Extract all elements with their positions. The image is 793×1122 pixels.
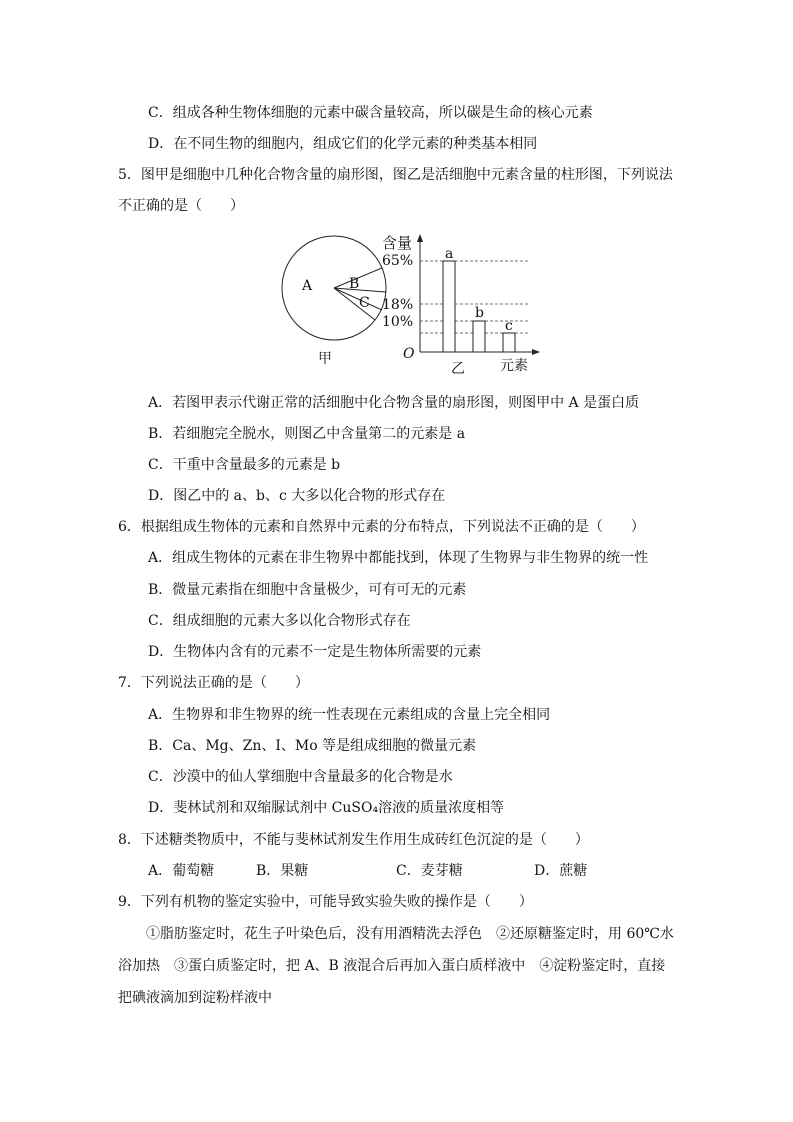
q8-option-d: D．蔗糖 — [534, 863, 588, 879]
q7-stem: 7．下列说法正确的是（ ） — [118, 675, 309, 691]
q9-body-line2: 浴加热 ③蛋白质鉴定时，把 A、B 液混合后再加入蛋白质样液中 ④淀粉鉴定时，直接 — [118, 958, 666, 974]
y-tick-10: 10% — [382, 314, 414, 330]
q6-option-d: D．生物体内含有的元素不一定是生物体所需要的元素 — [148, 644, 482, 660]
x-axis-label: 元素 — [500, 358, 528, 374]
q7-option-b: B．Ca、Mg、Zn、I、Mo 等是组成细胞的微量元素 — [148, 738, 477, 754]
x-axis-arrow — [532, 349, 540, 355]
q8-option-c: C．麦芽糖 — [396, 863, 463, 879]
q6-option-a: A．组成生物体的元素在非生物界中都能找到，体现了生物界与非生物界的统一性 — [148, 550, 649, 566]
q5-stem-line1: 5．图甲是细胞中几种化合物含量的扇形图，图乙是活细胞中元素含量的柱形图，下列说法 — [118, 167, 673, 183]
q5-stem-line2: 不正确的是（ ） — [118, 198, 244, 214]
q8-stem: 8．下述糖类物质中，不能与斐林试剂发生作用生成砖红色沉淀的是（ ） — [118, 832, 589, 848]
y-axis-arrow — [417, 234, 423, 242]
pie-label-c: C — [359, 295, 370, 311]
bar-chart — [382, 234, 540, 376]
y-tick-18: 18% — [382, 297, 414, 313]
q9-body-line3: 把碘液滴加到淀粉样液中 — [118, 990, 272, 1006]
q7-option-d: D．斐林试剂和双缩脲试剂中 CuSO₄溶液的质量浓度相等 — [148, 800, 505, 816]
origin-label: O — [403, 346, 415, 362]
bar-a-label: a — [445, 246, 454, 262]
pie-label-b: B — [349, 276, 360, 292]
bar-b — [473, 321, 485, 352]
q5-option-b: B．若细胞完全脱水，则图乙中含量第二的元素是 a — [148, 426, 466, 442]
q7-option-a: A．生物界和非生物界的统一性表现在元素组成的含量上完全相同 — [148, 707, 551, 723]
pie-label-a: A — [302, 278, 313, 294]
q8-options — [148, 861, 587, 881]
pie-caption: 甲 — [318, 351, 332, 367]
q5-figure — [276, 226, 546, 376]
bar-caption: 乙 — [451, 361, 465, 376]
q6-stem: 6．根据组成生物体的元素和自然界中元素的分布特点，下列说法不正确的是（ ） — [118, 519, 645, 535]
q5-option-a: A．若图甲表示代谢正常的活细胞中化合物含量的扇形图，则图甲中 A 是蛋白质 — [148, 395, 640, 411]
pie-chart — [282, 236, 386, 367]
q8-option-b: B．果糖 — [256, 863, 309, 879]
q6-option-b: B．微量元素指在细胞中含量极少，可有可无的元素 — [148, 582, 467, 598]
bar-b-label: b — [475, 305, 484, 321]
bar-a — [443, 261, 455, 352]
y-axis-label: 含量 — [382, 234, 413, 252]
q4-option-d: D．在不同生物的细胞内，组成它们的化学元素的种类基本相同 — [148, 136, 538, 152]
q7-option-c: C．沙漠中的仙人掌细胞中含量最多的化合物是水 — [148, 769, 453, 785]
q5-option-c: C．干重中含量最多的元素是 b — [148, 457, 341, 473]
q4-option-c: C．组成各种生物体细胞的元素中碳含量较高，所以碳是生命的核心元素 — [148, 105, 593, 121]
q9-body-line1: ①脂肪鉴定时，花生子叶染色后，没有用酒精洗去浮色 ②还原糖鉴定时，用 60℃水 — [146, 926, 674, 942]
y-tick-65: 65% — [382, 253, 414, 269]
q6-option-c: C．组成细胞的元素大多以化合物形式存在 — [148, 613, 411, 629]
bar-c — [503, 333, 515, 352]
q8-option-a: A．葡萄糖 — [148, 863, 215, 879]
q9-stem: 9．下列有机物的鉴定实验中，可能导致实验失败的操作是（ ） — [118, 894, 533, 910]
q5-option-d: D．图乙中的 a、b、c 大多以化合物的形式存在 — [148, 488, 446, 504]
bar-c-label: c — [505, 318, 513, 334]
